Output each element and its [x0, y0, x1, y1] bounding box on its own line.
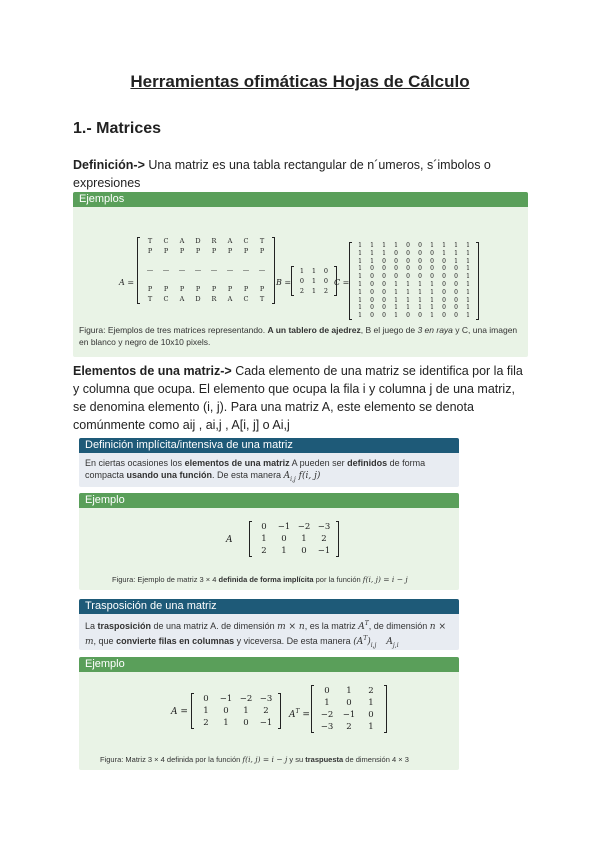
matrix-b-label: B =: [276, 278, 292, 287]
matrix-cell: [206, 275, 222, 285]
definition-paragraph: [73, 156, 528, 192]
matrix-cell: C: [163, 294, 169, 303]
matrix-cell: 1: [442, 249, 446, 257]
matrix-cell: 0: [281, 534, 287, 544]
matrix-cell: 0: [323, 277, 329, 285]
matrix-cell: 1: [466, 265, 470, 273]
matrix-cell: [206, 256, 222, 266]
transpose-box: [79, 599, 459, 650]
matrix-cell: 0: [454, 265, 458, 273]
matrix-cell: 0: [454, 280, 458, 288]
matrix-at-label: $A^T$ =: [289, 708, 310, 720]
matrix-cell: [142, 256, 158, 266]
matrix-cell: P: [211, 246, 217, 255]
transpose-body: La trasposición de una matriz A. de dimensión m × n, es la matriz $A^T$, de dimensión n × m, que convierte filas en columnas y viceversa. De esta manera $(A^T)_{i,j}$ $A_{j,i}$: [79, 614, 459, 650]
matrix-cell: [174, 256, 190, 266]
matrix-cell: 1: [466, 257, 470, 265]
matrix-cell: 1: [406, 280, 410, 288]
matrix-cell: 1: [358, 312, 362, 320]
example-box-2: [79, 657, 459, 770]
matrix-cell: T: [259, 237, 265, 245]
page-title: Herramientas ofimáticas Hojas de Cálculo: [130, 72, 470, 91]
matrix-cell: 1: [281, 546, 287, 556]
matrix-cell: −1: [219, 694, 233, 704]
matrix-cell: A: [227, 294, 233, 303]
matrix-cell: [174, 275, 190, 285]
matrix-cell: 0: [430, 273, 434, 281]
matrix-cell: 0: [382, 288, 386, 296]
matrix-cell: A: [227, 237, 233, 245]
matrix-cell: C: [243, 237, 249, 245]
matrix-cell: 0: [406, 242, 410, 249]
matrix-cell: 2: [261, 546, 267, 556]
matrix-cell: —: [242, 265, 250, 274]
elements-text: Cada elemento de una matriz se identifica por la fila y columna que ocupa. El elemento que ocupa la fila i y columna j de una matriz, se denomina elemento (i, j). Para una matriz A, este elemento se denota comúnmente como aij , ai,j , A[i, j] o Ai,j: [73, 364, 523, 432]
matrix-cell: P: [179, 246, 185, 255]
matrix-cell: P: [259, 246, 265, 255]
matrix-cell: 1: [418, 304, 422, 312]
matrix-cell: [142, 275, 158, 285]
matrix-cell: [222, 256, 238, 266]
matrix-a-3x4: [191, 693, 281, 729]
matrix-cell: 1: [418, 288, 422, 296]
matrix-at-4x3: [311, 685, 387, 733]
matrix-cell: 0: [368, 710, 374, 720]
matrix-cell: 0: [382, 273, 386, 281]
matrix-cell: 1: [466, 280, 470, 288]
matrix-cell: 0: [382, 296, 386, 304]
matrix-label: A: [226, 535, 233, 545]
matrix-cell: 1: [358, 249, 362, 257]
matrix-cell: 0: [394, 249, 398, 257]
matrix-cell: 1: [368, 722, 374, 732]
matrix-cell: 0: [454, 273, 458, 281]
matrix-cell: 1: [261, 534, 267, 544]
matrix-cell: P: [195, 284, 201, 293]
matrix-cell: 0: [324, 686, 330, 696]
matrix-cell: −2: [320, 710, 334, 720]
matrix-cell: P: [163, 284, 169, 293]
matrix-cell: 0: [370, 312, 374, 320]
matrix-cell: 1: [382, 249, 386, 257]
matrix-b: [291, 266, 337, 296]
example-box-1-header: Ejemplo: [79, 493, 459, 508]
matrix-cell: 0: [454, 304, 458, 312]
matrix-a-label-2: A =: [171, 707, 188, 717]
matrix-cell: 0: [382, 257, 386, 265]
matrix-cell: 2: [203, 718, 209, 728]
matrix-cell: P: [243, 284, 249, 293]
matrix-cell: 0: [418, 273, 422, 281]
matrix-cell: 1: [358, 273, 362, 281]
matrix-cell: 1: [430, 280, 434, 288]
matrix-cell: C: [163, 237, 169, 245]
matrix-cell: −3: [317, 522, 331, 532]
matrix-cell: 0: [454, 296, 458, 304]
matrix-cell: 0: [382, 312, 386, 320]
example-caption-2: Figura: Matriz 3 × 4 definida por la función f(i, j) = i − j y su traspuesta de dimensión 4 × 3: [100, 755, 409, 764]
example-box-2-body: [79, 672, 459, 770]
matrix-cell: 1: [223, 718, 229, 728]
matrix-cell: 0: [418, 242, 422, 249]
matrix-cell: —: [194, 265, 202, 274]
matrix-cell: 0: [406, 265, 410, 273]
matrix-cell: T: [259, 294, 265, 303]
matrix-cell: 1: [394, 312, 398, 320]
matrix-cell: 0: [382, 280, 386, 288]
elements-label: Elementos de una matriz->: [73, 364, 232, 378]
matrix-cell: 0: [454, 312, 458, 320]
section-heading: 1.- Matrices: [73, 120, 162, 137]
matrix-cell: T: [147, 294, 153, 303]
matrix-cell: 2: [299, 287, 305, 295]
matrix-cell: 1: [370, 242, 374, 249]
matrix-cell: —: [210, 265, 218, 274]
example-box-2-header: Ejemplo: [79, 657, 459, 672]
matrix-cell: P: [227, 246, 233, 255]
matrix-cell: [222, 275, 238, 285]
matrix-cell: −3: [320, 722, 334, 732]
matrix-cell: 1: [203, 706, 209, 716]
matrix-cell: 0: [454, 288, 458, 296]
matrix-cell: [254, 275, 270, 285]
matrix-cell: 1: [311, 267, 317, 275]
matrix-cell: 0: [442, 296, 446, 304]
matrix-cell: 1: [466, 249, 470, 257]
matrix-cell: −1: [277, 522, 291, 532]
matrix-cell: 0: [203, 694, 209, 704]
matrix-cell: 1: [442, 242, 446, 249]
matrix-cell: P: [147, 284, 153, 293]
matrix-cell: 0: [430, 265, 434, 273]
matrix-cell: 0: [370, 280, 374, 288]
matrix-cell: 1: [394, 288, 398, 296]
matrix-cell: 0: [301, 546, 307, 556]
matrix-cell: 1: [394, 242, 398, 249]
matrix-cell: 0: [370, 304, 374, 312]
matrix-cell: 0: [299, 277, 305, 285]
matrix-cell: P: [147, 246, 153, 255]
matrix-c: [349, 242, 479, 320]
examples-caption: Figura: Ejemplos de tres matrices representando. A un tablero de ajedrez, B el juego de 3 en raya y C, una imagen en blanco y negro de 10x10 pixels.: [79, 325, 518, 347]
example-box-1: [79, 493, 459, 590]
matrix-cell: 0: [394, 273, 398, 281]
matrix-cell: 0: [418, 257, 422, 265]
matrix-cell: 1: [454, 249, 458, 257]
matrix-cell: 0: [406, 312, 410, 320]
matrix-cell: 1: [382, 242, 386, 249]
matrix-cell: 1: [394, 304, 398, 312]
matrix-cell: A: [179, 237, 185, 245]
matrix-cell: 0: [370, 296, 374, 304]
matrix-cell: 0: [370, 273, 374, 281]
matrix-c-label: C =: [334, 278, 350, 287]
example-box-1-body: [79, 508, 459, 590]
matrix-cell: 1: [358, 280, 362, 288]
matrix-cell: 0: [442, 304, 446, 312]
matrix-a: [137, 237, 275, 304]
matrix-cell: 1: [358, 242, 362, 249]
implicit-definition-body: En ciertas ocasiones los elementos de una matriz A pueden ser definidos de forma compacta usando una función. De esta manera $A_{i,j}$ f(i, j): [79, 453, 459, 487]
matrix-cell: 1: [466, 273, 470, 281]
matrix-cell: —: [258, 265, 266, 274]
matrix-cell: 1: [301, 534, 307, 544]
matrix-cell: P: [163, 246, 169, 255]
matrix-cell: T: [147, 237, 153, 245]
matrix-cell: A: [179, 294, 185, 303]
matrix-cell: 1: [394, 296, 398, 304]
matrix-cell: 1: [466, 288, 470, 296]
matrix-cell: 1: [311, 287, 317, 295]
matrix-cell: 1: [370, 257, 374, 265]
matrix-cell: —: [162, 265, 170, 274]
matrix-cell: 0: [223, 706, 229, 716]
matrix-cell: 0: [442, 288, 446, 296]
matrix-cell: P: [243, 246, 249, 255]
matrix-cell: [238, 256, 254, 266]
matrix-cell: 0: [418, 265, 422, 273]
matrix-cell: —: [146, 265, 154, 274]
matrix-cell: 1: [394, 280, 398, 288]
matrix-cell: 1: [466, 242, 470, 249]
matrix-cell: P: [211, 284, 217, 293]
matrix-cell: 0: [442, 312, 446, 320]
matrix-cell: 1: [311, 277, 317, 285]
matrix-cell: 1: [358, 288, 362, 296]
examples-box: [73, 192, 528, 357]
definition-label: Definición->: [73, 158, 145, 172]
matrix-cell: 0: [382, 265, 386, 273]
matrix-cell: 1: [358, 265, 362, 273]
matrix-cell: 2: [346, 722, 352, 732]
matrix-cell: 0: [442, 257, 446, 265]
matrix-cell: 1: [243, 706, 249, 716]
matrix-cell: C: [243, 294, 249, 303]
implicit-definition-header: Definición implícita/intensiva de una matriz: [79, 438, 459, 453]
matrix-cell: 0: [394, 265, 398, 273]
matrix-cell: —: [226, 265, 234, 274]
matrix-cell: 0: [418, 249, 422, 257]
matrix-cell: D: [195, 294, 201, 303]
examples-box-body: [73, 207, 528, 357]
matrix-cell: [238, 275, 254, 285]
matrix-cell: 1: [418, 296, 422, 304]
implicit-definition-box: [79, 438, 459, 487]
matrix-cell: 0: [394, 257, 398, 265]
matrix-cell: [158, 275, 174, 285]
matrix-cell: 0: [406, 273, 410, 281]
matrix-cell: 1: [430, 312, 434, 320]
matrix-cell: 1: [430, 304, 434, 312]
matrix-cell: P: [227, 284, 233, 293]
transpose-header: Trasposición de una matriz: [79, 599, 459, 614]
matrix-cell: −2: [239, 694, 253, 704]
matrix-cell: 0: [243, 718, 249, 728]
matrix-cell: −3: [259, 694, 273, 704]
matrix-cell: 1: [430, 288, 434, 296]
matrix-cell: 0: [418, 312, 422, 320]
matrix-cell: D: [195, 237, 201, 245]
matrix-cell: 0: [430, 257, 434, 265]
matrix-cell: 1: [418, 280, 422, 288]
matrix-cell: 0: [323, 267, 329, 275]
matrix-cell: 1: [346, 686, 352, 696]
matrix-cell: −1: [259, 718, 273, 728]
matrix-cell: 1: [406, 304, 410, 312]
matrix-cell: P: [259, 284, 265, 293]
definition-text: Una matriz es una tabla rectangular de n´umeros, s´imbolos o expresiones: [73, 158, 491, 190]
matrix-cell: 0: [382, 304, 386, 312]
matrix-cell: 1: [466, 296, 470, 304]
matrix-cell: 0: [430, 249, 434, 257]
matrix-cell: 0: [406, 257, 410, 265]
matrix-cell: 1: [358, 296, 362, 304]
matrix-cell: −2: [297, 522, 311, 532]
matrix-cell: 1: [324, 698, 330, 708]
matrix-cell: −1: [317, 546, 331, 556]
matrix-cell: R: [211, 294, 217, 303]
matrix-cell: 1: [358, 257, 362, 265]
matrix-cell: 1: [406, 288, 410, 296]
matrix-cell: 0: [406, 249, 410, 257]
matrix-cell: —: [178, 265, 186, 274]
matrix-cell: 0: [370, 288, 374, 296]
matrix-cell: −1: [342, 710, 356, 720]
matrix-a-label: A =: [119, 278, 135, 287]
matrix-cell: [158, 256, 174, 266]
matrix-cell: 1: [368, 698, 374, 708]
matrix-cell: 0: [346, 698, 352, 708]
examples-box-header: Ejemplos: [73, 192, 528, 207]
matrix-cell: [254, 256, 270, 266]
matrix-cell: 0: [442, 273, 446, 281]
matrix-cell: P: [195, 246, 201, 255]
matrix-3x4: [249, 521, 339, 557]
matrix-cell: 2: [368, 686, 374, 696]
matrix-cell: 1: [466, 312, 470, 320]
matrix-cell: 0: [370, 265, 374, 273]
matrix-cell: 2: [321, 534, 327, 544]
elements-paragraph: [73, 362, 528, 434]
matrix-cell: 2: [263, 706, 269, 716]
matrix-cell: 1: [370, 249, 374, 257]
matrix-cell: [190, 275, 206, 285]
matrix-cell: 0: [442, 280, 446, 288]
matrix-cell: 1: [454, 257, 458, 265]
example-caption-1: Figura: Ejemplo de matriz 3 × 4 definida de forma implícita por la función f(i, j) = i − j: [112, 575, 408, 584]
matrix-cell: 0: [261, 522, 267, 532]
matrix-cell: [190, 256, 206, 266]
matrix-cell: 2: [323, 287, 329, 295]
matrix-cell: P: [179, 284, 185, 293]
matrix-cell: R: [211, 237, 217, 245]
matrix-cell: 1: [299, 267, 305, 275]
matrix-cell: 1: [406, 296, 410, 304]
matrix-cell: 1: [466, 304, 470, 312]
matrix-cell: 1: [430, 296, 434, 304]
matrix-cell: 1: [454, 242, 458, 249]
matrix-cell: 0: [442, 265, 446, 273]
matrix-cell: 1: [358, 304, 362, 312]
matrix-cell: 1: [430, 242, 434, 249]
